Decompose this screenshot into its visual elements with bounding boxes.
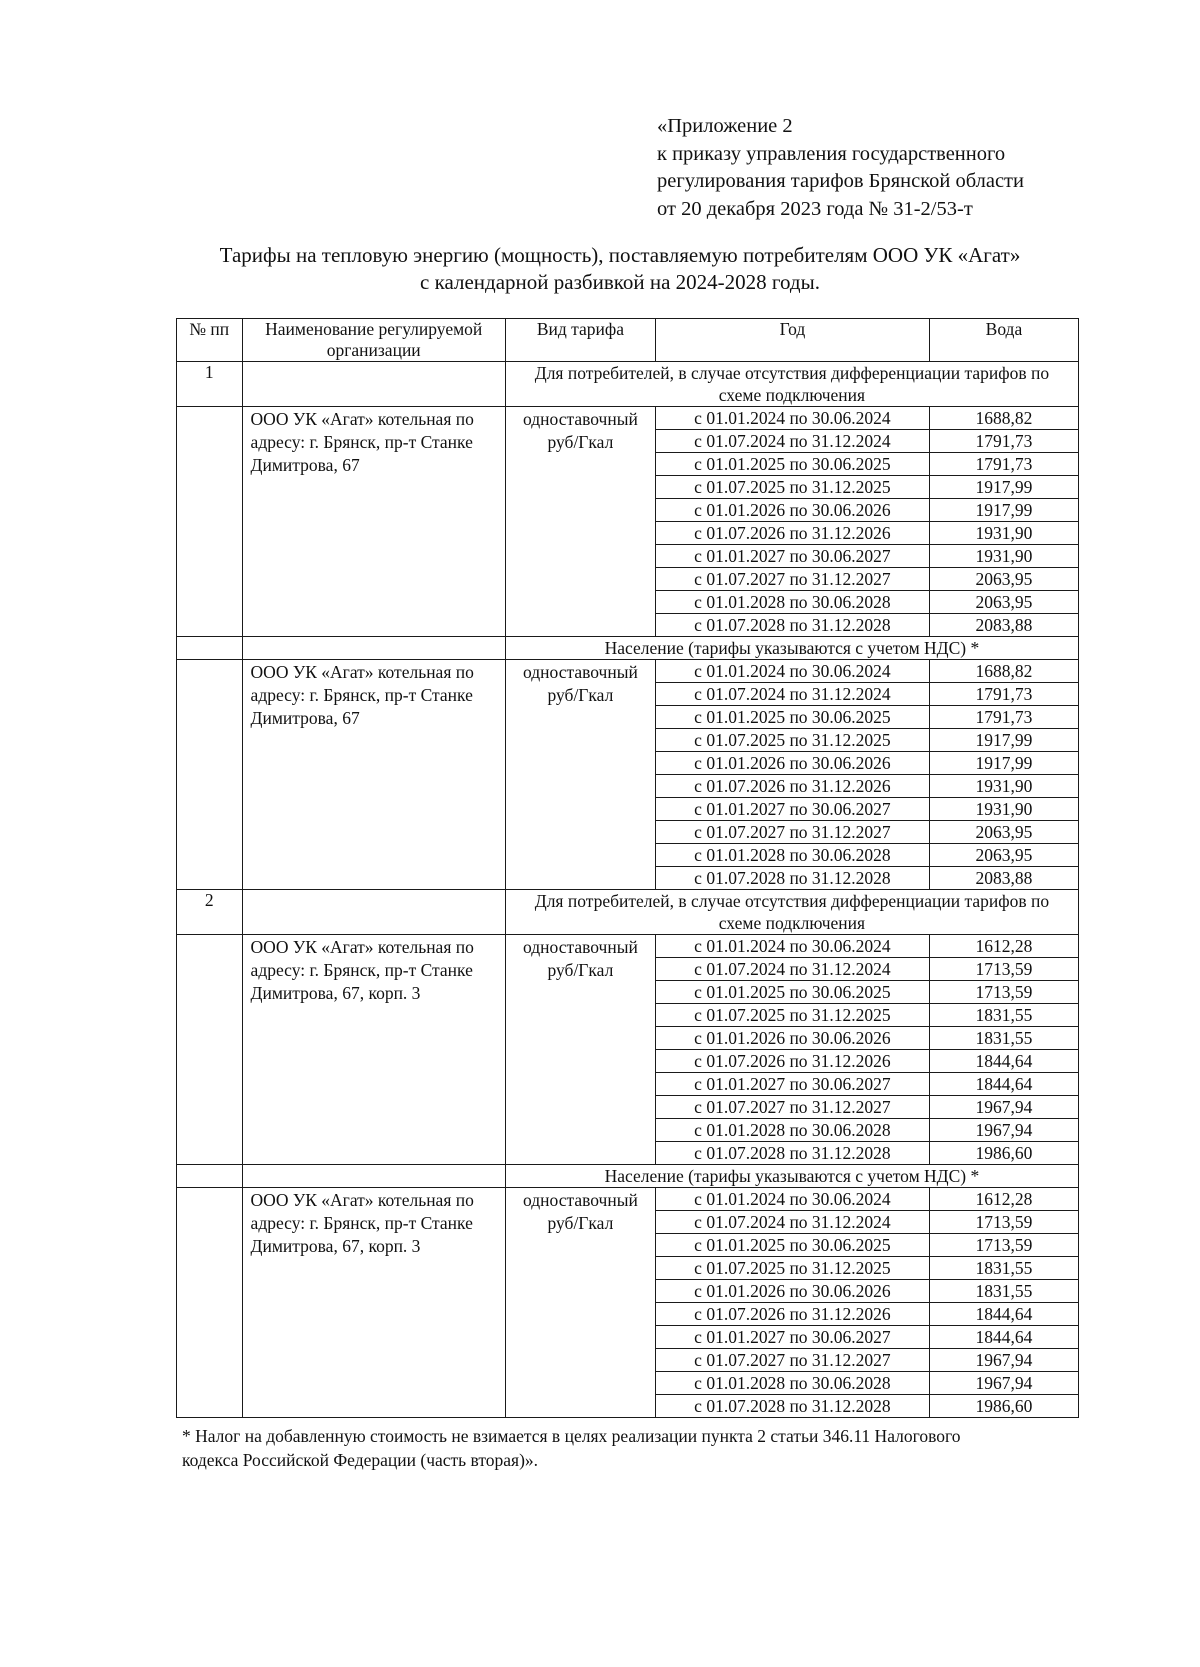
period-cell: с 01.01.2025 по 30.06.2025 [656, 981, 930, 1004]
header-tariff-type: Вид тарифа [505, 319, 655, 362]
empty-number-cell [177, 660, 243, 890]
water-value-cell: 1967,94 [929, 1096, 1078, 1119]
section-heading: Для потребителей, в случае отсутствия дифференциации тарифов по схеме подключения [505, 890, 1078, 935]
header-org: Наименование регулируемой организации [242, 319, 505, 362]
period-cell: с 01.07.2026 по 31.12.2026 [656, 522, 930, 545]
period-cell: с 01.07.2027 по 31.12.2027 [656, 821, 930, 844]
period-cell: с 01.07.2024 по 31.12.2024 [656, 430, 930, 453]
period-cell: с 01.07.2027 по 31.12.2027 [656, 1096, 930, 1119]
period-cell: с 01.01.2027 по 30.06.2027 [656, 1073, 930, 1096]
period-cell: с 01.01.2026 по 30.06.2026 [656, 1280, 930, 1303]
period-cell: с 01.01.2026 по 30.06.2026 [656, 499, 930, 522]
water-value-cell: 1986,60 [929, 1395, 1078, 1418]
water-value-cell: 1986,60 [929, 1142, 1078, 1165]
period-cell: с 01.01.2025 по 30.06.2025 [656, 1234, 930, 1257]
header-no: № пп [177, 319, 243, 362]
water-value-cell: 1831,55 [929, 1004, 1078, 1027]
water-value-cell: 1713,59 [929, 981, 1078, 1004]
period-cell: с 01.07.2024 по 31.12.2024 [656, 1211, 930, 1234]
period-cell: с 01.07.2026 по 31.12.2026 [656, 1303, 930, 1326]
water-value-cell: 1844,64 [929, 1303, 1078, 1326]
period-cell: с 01.07.2024 по 31.12.2024 [656, 958, 930, 981]
org-name: ООО УК «Агат» котельная по адресу: г. Брянск, пр-т Станке Димитрова, 67, корп. 3 [242, 1188, 505, 1418]
water-value-cell: 1967,94 [929, 1119, 1078, 1142]
water-value-cell: 1713,59 [929, 1234, 1078, 1257]
period-cell: с 01.01.2025 по 30.06.2025 [656, 706, 930, 729]
period-cell: с 01.07.2028 по 31.12.2028 [656, 614, 930, 637]
period-cell: с 01.01.2025 по 30.06.2025 [656, 453, 930, 476]
appendix-line: к приказу управления государственного [657, 142, 1006, 165]
empty-number-cell [177, 1188, 243, 1418]
footnote-line: * Налог на добавленную стоимость не взимается в целях реализации пункта 2 статьи 346.11 Налогового [182, 1426, 961, 1446]
period-cell: с 01.01.2028 по 30.06.2028 [656, 591, 930, 614]
section-heading-row [177, 362, 1079, 407]
tariff-table [176, 318, 1079, 1418]
water-value-cell: 1917,99 [929, 752, 1078, 775]
org-name: ООО УК «Агат» котельная по адресу: г. Брянск, пр-т Станке Димитрова, 67 [242, 660, 505, 890]
water-value-cell: 2063,95 [929, 844, 1078, 867]
table-body [177, 362, 1079, 1418]
header-water: Вода [929, 319, 1078, 362]
document-title [150, 242, 1090, 296]
water-value-cell: 2063,95 [929, 591, 1078, 614]
period-cell: с 01.01.2027 по 30.06.2027 [656, 798, 930, 821]
period-cell: с 01.07.2025 по 31.12.2025 [656, 476, 930, 499]
water-value-cell: 1791,73 [929, 683, 1078, 706]
water-value-cell: 1713,59 [929, 958, 1078, 981]
water-value-cell: 1831,55 [929, 1257, 1078, 1280]
org-name: ООО УК «Агат» котельная по адресу: г. Брянск, пр-т Станке Димитрова, 67, корп. 3 [242, 935, 505, 1165]
population-heading-row [177, 1165, 1079, 1188]
period-cell: с 01.01.2028 по 30.06.2028 [656, 1372, 930, 1395]
water-value-cell: 1917,99 [929, 499, 1078, 522]
table-row [177, 660, 1079, 683]
water-value-cell: 1844,64 [929, 1326, 1078, 1349]
period-cell: с 01.07.2025 по 31.12.2025 [656, 1257, 930, 1280]
period-cell: с 01.01.2028 по 30.06.2028 [656, 844, 930, 867]
footnote [182, 1424, 1082, 1472]
period-cell: с 01.01.2028 по 30.06.2028 [656, 1119, 930, 1142]
population-heading-row [177, 637, 1079, 660]
water-value-cell: 1688,82 [929, 407, 1078, 430]
period-cell: с 01.07.2028 по 31.12.2028 [656, 1142, 930, 1165]
water-value-cell: 1917,99 [929, 729, 1078, 752]
empty-number-cell [177, 637, 243, 660]
water-value-cell: 2063,95 [929, 568, 1078, 591]
section-number: 2 [177, 890, 243, 935]
water-value-cell: 1931,90 [929, 545, 1078, 568]
water-value-cell: 1713,59 [929, 1211, 1078, 1234]
period-cell: с 01.07.2025 по 31.12.2025 [656, 729, 930, 752]
footnote-line: кодекса Российской Федерации (часть вторая)». [182, 1450, 539, 1470]
water-value-cell: 1844,64 [929, 1050, 1078, 1073]
empty-number-cell [177, 1165, 243, 1188]
period-cell: с 01.01.2024 по 30.06.2024 [656, 935, 930, 958]
water-value-cell: 2063,95 [929, 821, 1078, 844]
population-heading: Население (тарифы указываются с учетом НДС) * [505, 1165, 1078, 1188]
water-value-cell: 1831,55 [929, 1027, 1078, 1050]
title-line: с календарной разбивкой на 2024-2028 годы. [420, 270, 820, 294]
water-value-cell: 1791,73 [929, 706, 1078, 729]
period-cell: с 01.01.2024 по 30.06.2024 [656, 407, 930, 430]
appendix-line: от 20 декабря 2023 года № 31-2/53-т [657, 197, 973, 220]
section-heading-row [177, 890, 1079, 935]
water-value-cell: 1967,94 [929, 1349, 1078, 1372]
period-cell: с 01.01.2024 по 30.06.2024 [656, 1188, 930, 1211]
water-value-cell: 1931,90 [929, 522, 1078, 545]
section-number: 1 [177, 362, 243, 407]
water-value-cell: 1831,55 [929, 1280, 1078, 1303]
water-value-cell: 1688,82 [929, 660, 1078, 683]
empty-number-cell [177, 935, 243, 1165]
tariff-type: одноставочный руб/Гкал [505, 660, 655, 890]
water-value-cell: 1844,64 [929, 1073, 1078, 1096]
empty-org-cell [242, 637, 505, 660]
period-cell: с 01.07.2026 по 31.12.2026 [656, 1050, 930, 1073]
tariff-type: одноставочный руб/Гкал [505, 935, 655, 1165]
table-row [177, 935, 1079, 958]
empty-org-cell [242, 1165, 505, 1188]
water-value-cell: 1917,99 [929, 476, 1078, 499]
header-year: Год [656, 319, 930, 362]
water-value-cell: 1612,28 [929, 935, 1078, 958]
section-empty-cell [242, 890, 505, 935]
period-cell: с 01.01.2024 по 30.06.2024 [656, 660, 930, 683]
appendix-line: регулирования тарифов Брянской области [657, 170, 1024, 192]
water-value-cell: 1791,73 [929, 430, 1078, 453]
water-value-cell: 1931,90 [929, 775, 1078, 798]
appendix-header [657, 113, 1177, 223]
population-heading: Население (тарифы указываются с учетом НДС) * [505, 637, 1078, 660]
tariff-type: одноставочный руб/Гкал [505, 407, 655, 637]
period-cell: с 01.07.2028 по 31.12.2028 [656, 1395, 930, 1418]
table-header-row [177, 319, 1079, 362]
period-cell: с 01.07.2027 по 31.12.2027 [656, 1349, 930, 1372]
empty-number-cell [177, 407, 243, 637]
org-name: ООО УК «Агат» котельная по адресу: г. Брянск, пр-т Станке Димитрова, 67 [242, 407, 505, 637]
water-value-cell: 1931,90 [929, 798, 1078, 821]
period-cell: с 01.07.2025 по 31.12.2025 [656, 1004, 930, 1027]
period-cell: с 01.01.2026 по 30.06.2026 [656, 752, 930, 775]
water-value-cell: 1967,94 [929, 1372, 1078, 1395]
water-value-cell: 2083,88 [929, 614, 1078, 637]
water-value-cell: 1791,73 [929, 453, 1078, 476]
water-value-cell: 1612,28 [929, 1188, 1078, 1211]
water-value-cell: 2083,88 [929, 867, 1078, 890]
period-cell: с 01.07.2024 по 31.12.2024 [656, 683, 930, 706]
period-cell: с 01.01.2026 по 30.06.2026 [656, 1027, 930, 1050]
appendix-line: «Приложение 2 [657, 115, 793, 137]
period-cell: с 01.07.2027 по 31.12.2027 [656, 568, 930, 591]
period-cell: с 01.01.2027 по 30.06.2027 [656, 545, 930, 568]
period-cell: с 01.01.2027 по 30.06.2027 [656, 1326, 930, 1349]
title-line: Тарифы на тепловую энергию (мощность), поставляемую потребителям ООО УК «Агат» [219, 243, 1021, 267]
table-row [177, 1188, 1079, 1211]
table-row [177, 407, 1079, 430]
section-empty-cell [242, 362, 505, 407]
tariff-type: одноставочный руб/Гкал [505, 1188, 655, 1418]
section-heading: Для потребителей, в случае отсутствия дифференциации тарифов по схеме подключения [505, 362, 1078, 407]
period-cell: с 01.07.2026 по 31.12.2026 [656, 775, 930, 798]
period-cell: с 01.07.2028 по 31.12.2028 [656, 867, 930, 890]
